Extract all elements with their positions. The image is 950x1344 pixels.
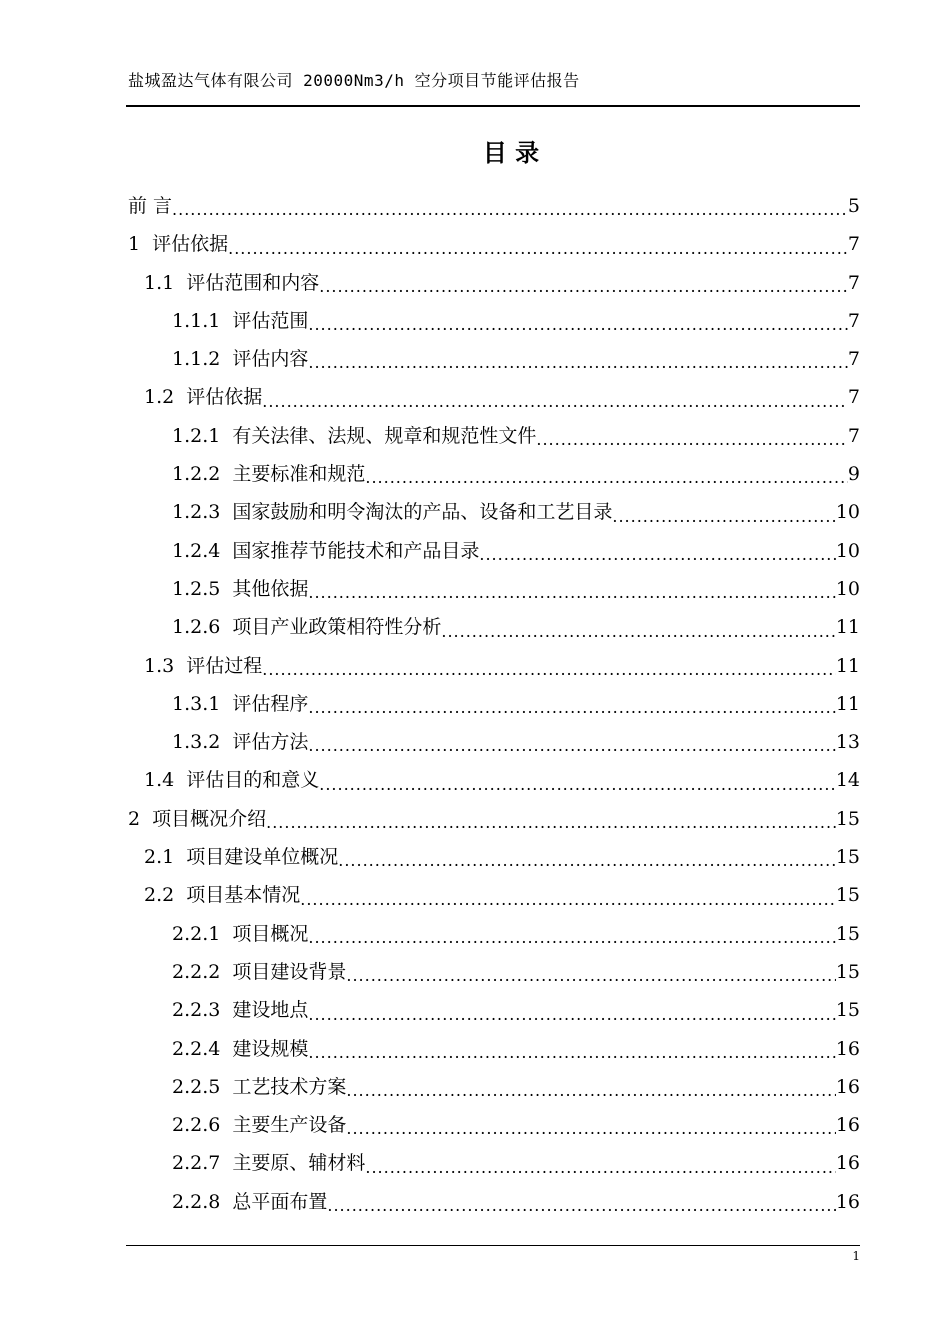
page-number: 1	[852, 1249, 860, 1263]
toc-entry-label: 评估目的和意义	[186, 769, 320, 792]
toc-entry-page: 7	[847, 424, 860, 447]
toc-entry-label: 主要生产设备	[232, 1114, 347, 1137]
toc-entry-number: 2.2.3	[172, 999, 221, 1022]
toc-entry[interactable]	[128, 1144, 860, 1182]
toc-entry-page: 11	[835, 616, 860, 639]
toc-entry-label: 前 言	[128, 195, 173, 217]
toc-entry-number: 1	[128, 233, 141, 256]
toc-entry-label: 总平面布置	[232, 1190, 328, 1213]
toc-entry-page: 11	[835, 692, 860, 715]
toc-entry[interactable]	[128, 953, 860, 991]
toc-entry-page: 15	[835, 807, 860, 830]
document-header: 盐城盈达气体有限公司 20000Nm3/h 空分项目节能评估报告	[128, 71, 580, 90]
dot-leader	[308, 578, 835, 608]
toc-entry[interactable]	[128, 225, 860, 263]
toc-entry-number: 1.3.1	[172, 692, 221, 715]
toc-entry-number: 1.2	[144, 386, 175, 409]
toc-entry-page: 10	[835, 577, 860, 600]
toc-entry-label: 评估程序	[232, 692, 309, 715]
toc-entry-page: 13	[835, 731, 860, 754]
dot-leader	[308, 348, 848, 378]
toc-entry-page: 10	[835, 539, 860, 562]
toc-entry-number: 2.1	[144, 846, 175, 869]
dot-leader	[262, 655, 836, 685]
toc-entry-label: 项目概况	[232, 922, 309, 945]
toc-entry[interactable]	[128, 838, 860, 876]
toc-entry-number: 2.2.1	[172, 922, 221, 945]
dot-leader	[308, 731, 835, 761]
dot-leader	[319, 272, 848, 302]
toc-title: 目 录	[482, 139, 540, 167]
toc-entry-label: 项目建设单位概况	[186, 846, 339, 869]
dot-leader	[346, 1114, 835, 1144]
toc-entry-number: 1.2.5	[172, 577, 221, 600]
toc-entry-page: 9	[847, 463, 860, 486]
toc-entry-number: 2.2.2	[172, 960, 221, 983]
toc-entry-number: 2.2.8	[172, 1190, 221, 1213]
dot-leader	[612, 502, 835, 532]
toc-entry[interactable]	[128, 647, 860, 685]
toc-entry-page: 16	[835, 1037, 860, 1060]
toc-entry[interactable]	[128, 532, 860, 570]
toc-entry[interactable]	[128, 761, 860, 799]
toc-entry[interactable]	[128, 685, 860, 723]
toc-entry-label: 国家鼓励和明令淘汰的产品、设备和工艺目录	[232, 501, 613, 524]
toc-entry-number: 1.2.4	[172, 539, 221, 562]
toc-entry-label: 项目产业政策相符性分析	[232, 616, 442, 639]
toc-entry-page: 10	[835, 501, 860, 524]
toc-entry-page: 16	[835, 1114, 860, 1137]
toc-entry-page: 16	[835, 1152, 860, 1175]
toc-entry-label: 建设规模	[232, 1037, 309, 1060]
toc-entry[interactable]	[128, 493, 860, 531]
toc-entry-page: 5	[847, 195, 860, 217]
dot-leader	[536, 425, 848, 455]
toc-entry-label: 主要标准和规范	[232, 463, 366, 486]
dot-leader	[365, 463, 848, 493]
toc-entry-number: 1.1	[144, 271, 175, 294]
dot-leader	[228, 234, 848, 264]
toc-entry[interactable]	[128, 570, 860, 608]
toc-entry[interactable]	[128, 187, 860, 225]
toc-entry-number: 1.2.6	[172, 616, 221, 639]
toc-entry-label: 项目基本情况	[186, 884, 301, 907]
toc-entry-label: 评估范围和内容	[186, 271, 320, 294]
toc-entry-label: 项目概况介绍	[152, 807, 267, 830]
toc-entry-page: 16	[835, 1075, 860, 1098]
footer-divider	[126, 1245, 860, 1246]
toc-entry-label: 评估依据	[186, 386, 263, 409]
toc-entry[interactable]	[128, 455, 860, 493]
toc-entry-number: 2.2.5	[172, 1075, 221, 1098]
toc-entry-page: 15	[835, 846, 860, 869]
dot-leader	[441, 617, 835, 647]
toc-entry-page: 7	[847, 233, 860, 256]
toc-entry[interactable]	[128, 1183, 860, 1221]
toc-entry[interactable]	[128, 915, 860, 953]
dot-leader	[338, 846, 836, 876]
dot-leader	[346, 1076, 835, 1106]
dot-leader	[479, 540, 835, 570]
toc-entry-page: 7	[847, 309, 860, 332]
dot-leader	[308, 693, 835, 723]
toc-entry[interactable]	[128, 1106, 860, 1144]
toc-entry-page: 7	[847, 271, 860, 294]
toc-entry[interactable]	[128, 1068, 860, 1106]
dot-leader	[308, 310, 848, 340]
toc-entry-number: 2	[128, 807, 141, 830]
toc-entry-page: 11	[835, 654, 860, 677]
toc-entry-number: 1.2.2	[172, 463, 221, 486]
dot-leader	[262, 387, 848, 417]
toc-entry[interactable]	[128, 800, 860, 838]
toc-entry-label: 评估依据	[152, 233, 229, 256]
toc-entry-page: 7	[847, 348, 860, 371]
toc-entry-number: 2.2.6	[172, 1114, 221, 1137]
toc-entry[interactable]	[128, 1030, 860, 1068]
table-of-contents	[128, 187, 860, 1221]
toc-entry[interactable]	[128, 264, 860, 302]
toc-entry[interactable]	[128, 302, 860, 340]
dot-leader	[308, 923, 835, 953]
toc-entry-page: 16	[835, 1190, 860, 1213]
toc-entry-label: 评估过程	[186, 654, 263, 677]
toc-entry-number: 2.2.4	[172, 1037, 221, 1060]
toc-entry-page: 14	[835, 769, 860, 792]
dot-leader	[308, 1038, 835, 1068]
toc-entry-label: 主要原、辅材料	[232, 1152, 366, 1175]
toc-entry-page: 15	[835, 884, 860, 907]
dot-leader	[319, 770, 836, 800]
toc-entry[interactable]	[128, 417, 860, 455]
toc-entry-number: 1.2.3	[172, 501, 221, 524]
toc-entry-label: 评估内容	[232, 348, 309, 371]
toc-entry-number: 1.1.1	[172, 309, 221, 332]
toc-entry-number: 2.2.7	[172, 1152, 221, 1175]
toc-entry-number: 1.3	[144, 654, 175, 677]
toc-entry[interactable]	[128, 876, 860, 914]
toc-entry-label: 国家推荐节能技术和产品目录	[232, 539, 480, 562]
toc-entry-page: 15	[835, 999, 860, 1022]
toc-entry[interactable]	[128, 991, 860, 1029]
toc-entry-number: 1.4	[144, 769, 175, 792]
toc-entry-page: 15	[835, 922, 860, 945]
dot-leader	[346, 961, 835, 991]
toc-entry-label: 工艺技术方案	[232, 1075, 347, 1098]
toc-entry-page: 7	[847, 386, 860, 409]
header-divider	[126, 105, 860, 107]
toc-entry-label: 其他依据	[232, 577, 309, 600]
toc-entry[interactable]	[128, 378, 860, 416]
toc-entry-number: 1.1.2	[172, 348, 221, 371]
dot-leader	[300, 885, 836, 915]
dot-leader	[365, 1153, 835, 1183]
toc-entry-label: 有关法律、法规、规章和规范性文件	[232, 424, 537, 447]
toc-entry-number: 2.2	[144, 884, 175, 907]
toc-entry-label: 项目建设背景	[232, 960, 347, 983]
toc-entry[interactable]	[128, 723, 860, 761]
toc-entry-label: 建设地点	[232, 999, 309, 1022]
toc-entry-label: 评估范围	[232, 309, 309, 332]
toc-entry-number: 1.2.1	[172, 424, 221, 447]
toc-entry[interactable]	[128, 340, 860, 378]
toc-entry-label: 评估方法	[232, 731, 309, 754]
toc-entry-page: 15	[835, 960, 860, 983]
dot-leader	[266, 808, 836, 838]
toc-entry[interactable]	[128, 608, 860, 646]
dot-leader	[308, 1000, 835, 1030]
dot-leader	[172, 195, 848, 225]
dot-leader	[327, 1191, 835, 1221]
toc-entry-number: 1.3.2	[172, 731, 221, 754]
